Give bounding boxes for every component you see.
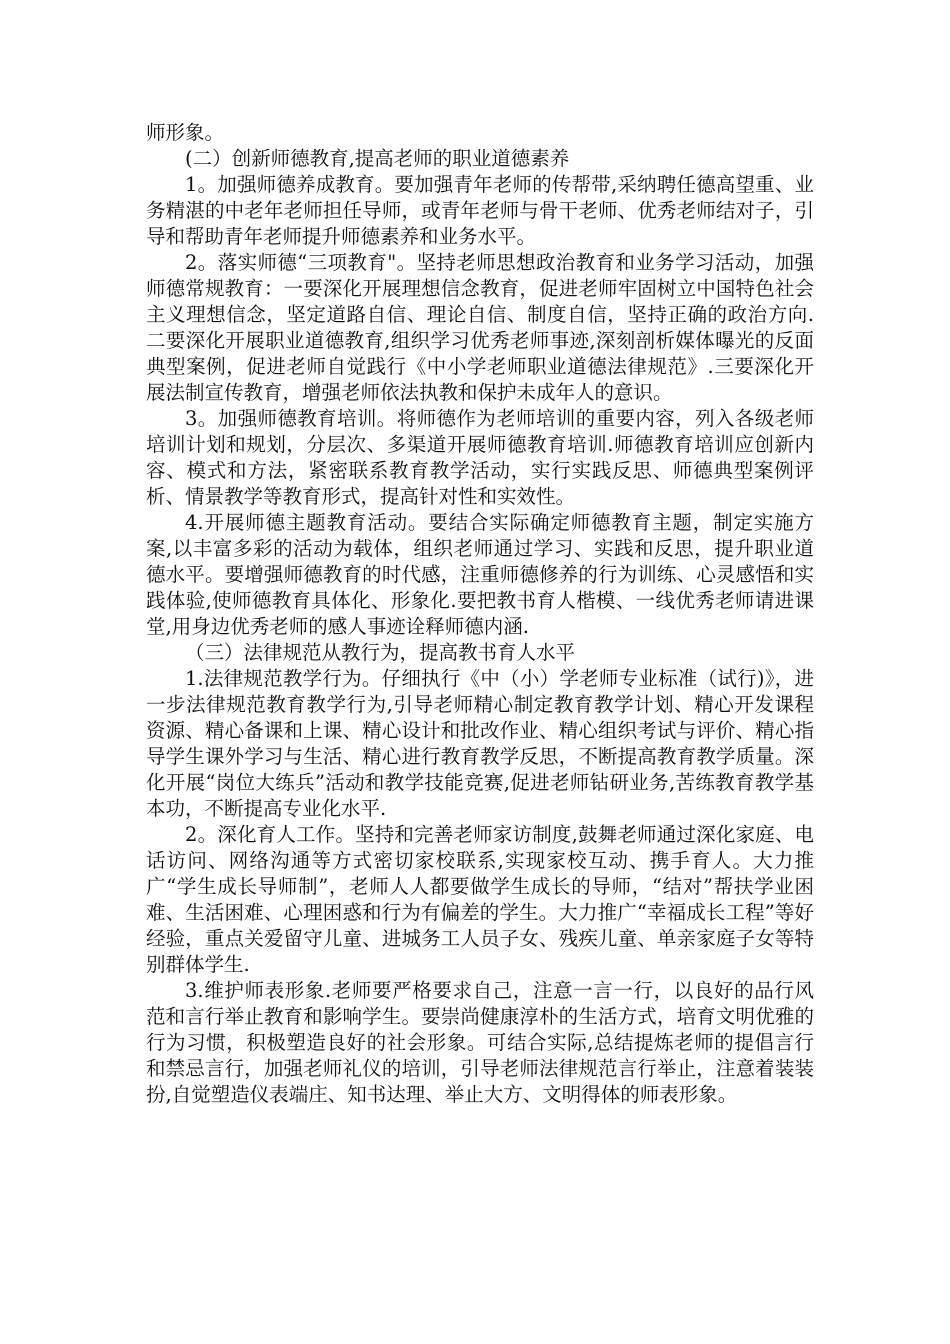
paragraph: 2。深化育人工作。坚持和完善老师家访制度,鼓舞老师通过深化家庭、电话访问、网络沟通等方式密切家校联系,实现家校互动、携手育人。大力推广“学生成长导师制”，老师人人都要做学生成长的导师，“结对”帮扶学业困难、生活困难、心理困惑和行为有偏差的学生。大力推广“幸福成长工程”等好经验，重点关爱留守儿童、进城务工人员子女、残疾儿童、单亲家庭子女等特别群体学生. [146, 823, 814, 976]
paragraph: 2。落实师德“三项教育"。坚持老师思想政治教育和业务学习活动，加强师德常规教育：一要深化开展理想信念教育，促进老师牢固树立中国特色社会主义理想信念，坚定道路自信、理论自信、制度自信，坚持正确的政治方向.二要深化开展职业道德教育,组织学习优秀老师事迹,深刻剖析媒体曝光的反面典型案例，促进老师自觉践行《中小学老师职业道德法律规范》.三要深化开展法制宣传教育，增强老师依法执教和保护未成年人的意识。 [146, 251, 814, 404]
document-page [146, 120, 814, 1108]
section-heading-3: （三）法律规范从教行为，提高教书育人水平 [185, 641, 576, 664]
paragraph: 1。加强师德养成教育。要加强青年老师的传帮带,采纳聘任德高望重、业务精湛的中老年老师担任导师，或青年老师与骨干老师、优秀老师结对子，引导和帮助青年老师提升师德素养和业务水平。 [146, 173, 814, 248]
paragraph: 3。加强师德教育培训。将师德作为老师培训的重要内容，列入各级老师培训计划和规划，分层次、多渠道开展师德教育培训.师德教育培训应创新内容、模式和方法，紧密联系教育教学活动，实行实践反思、师德典型案例评析、情景教学等教育形式，提高针对性和实效性。 [146, 407, 814, 508]
paragraph: 3.维护师表形象.老师要严格要求自己，注意一言一行，以良好的品行风范和言行举止教育和影响学生。要崇尚健康淳朴的生活方式，培育文明优雅的行为习惯，积极塑造良好的社会形象。可结合实际,总结提炼老师的提倡言行和禁忌言行，加强老师礼仪的培训，引导老师法律规范言行举止，注意着装装扮,自觉塑造仪表端庄、知书达理、举止大方、文明得体的师表形象。 [146, 979, 814, 1106]
paragraph-continuation: 师形象。 [146, 121, 225, 144]
section-heading-2: (二）创新师德教育,提高老师的职业道德素养 [185, 147, 570, 170]
paragraph: 4.开展师德主题教育活动。要结合实际确定师德教育主题，制定实施方案,以丰富多彩的活动为载体，组织老师通过学习、实践和反思，提升职业道德水平。要增强师德教育的时代感，注重师德修养的行为训练、心灵感悟和实践体验,使师德教育具体化、形象化.要把教书育人楷模、一线优秀老师请进课堂,用身边优秀老师的感人事迹诠释师德内涵. [146, 511, 814, 638]
paragraph: 1.法律规范教学行为。仔细执行《中（小）学老师专业标准（试行)》，进一步法律规范教育教学行为,引导老师精心制定教育教学计划、精心开发课程资源、精心备课和上课、精心设计和批改作业、精心组织考试与评价、精心指导学生课外学习与生活、精心进行教育教学反思，不断提高教育教学质量。深化开展“岗位大练兵”活动和教学技能竞赛,促进老师钻研业务,苦练教育教学基本功，不断提高专业化水平. [146, 667, 814, 820]
